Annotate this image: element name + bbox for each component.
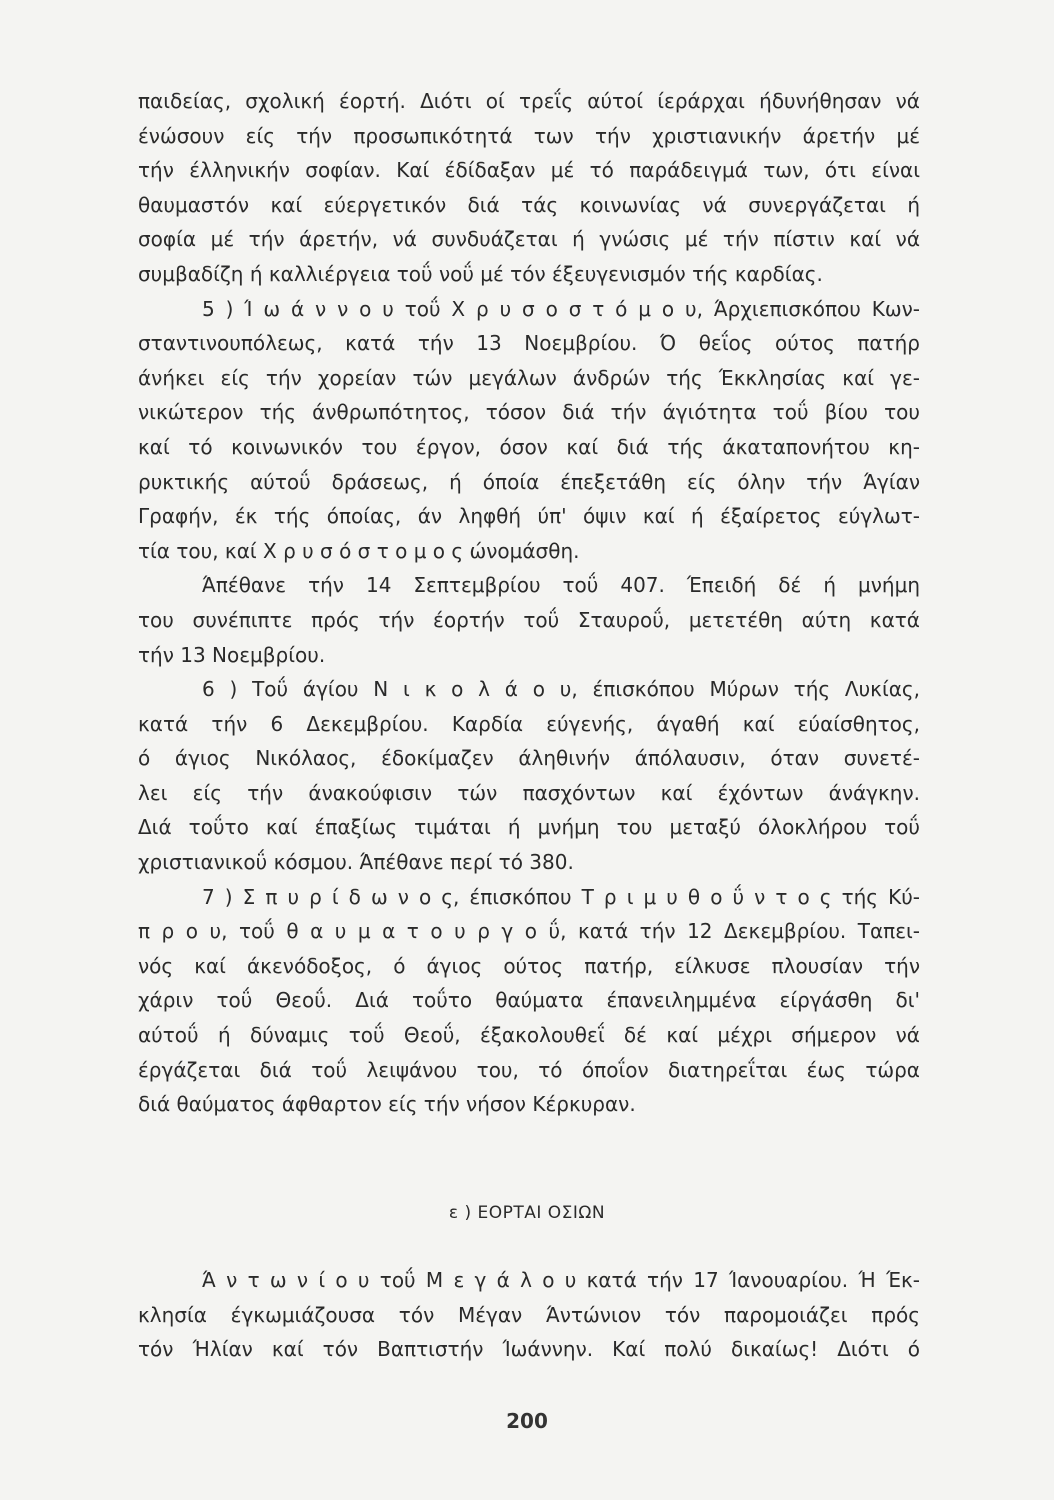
main-text-block <box>138 84 920 1122</box>
text-line: κλησία έγκωμιάζουσα τόν Μέγαν Άντώνιον τόν παρομοιάζει πρός <box>138 1302 920 1327</box>
text-line: του συνέπιπτε πρός τήν έορτήν τοΰ Σταυροΰ, μετετέθη αύτη κατά <box>138 607 920 632</box>
text-line: έργάζεται διά τοΰ λειψάνου του, τό όποΐον διατηρεΐται έως τώρα <box>138 1057 920 1082</box>
text-line: ρυκτικής αύτοΰ δράσεως, ή όποία έπεξετάθη είς όλην τήν Άγίαν <box>138 469 920 494</box>
text-line: συμβαδίζη ή καλλιέργεια τοΰ νοΰ μέ τόν έξευγενισμόν τής καρδίας. <box>138 261 823 286</box>
text-line: διά θαύματος άφθαρτον είς τήν νήσον Κέρκυραν. <box>138 1092 636 1117</box>
text-line: π ρ ο υ, τοΰ θ α υ μ α τ ο υ ρ γ ο ΰ, κατά τήν 12 Δεκεμβρίου. Ταπει- <box>138 919 920 944</box>
text-line: παιδείας, σχολική έορτή. Διότι οί τρεΐς αύτοί ίεράρχαι ήδυνήθησαν νά <box>138 89 920 113</box>
text-line: 6 ) Τοΰ άγίου Ν ι κ ο λ ά ο υ, έπισκόπου Μύρων τής Λυκίας, <box>202 677 920 702</box>
text-line: σοφία μέ τήν άρετήν, νά συνδυάζεται ή γνώσις μέ τήν πίστιν καί νά <box>138 227 920 252</box>
text-line: θαυμαστόν καί εύεργετικόν διά τάς κοινωνίας νά συνεργάζεται ή <box>138 192 920 217</box>
text-line: τήν 13 Νοεμβρίου. <box>138 642 326 667</box>
text-line: ένώσουν είς τήν προσωπικότητά των τήν χριστιανικήν άρετήν μέ <box>138 123 920 148</box>
page-number: 200 <box>506 1409 548 1433</box>
text-line: Γραφήν, έκ τής όποίας, άν ληφθή ύπ' όψιν καί ή έξαίρετος εύγλωτ- <box>138 504 920 529</box>
text-line: Ά ν τ ω ν ί ο υ τοΰ Μ ε γ ά λ ο υ κατά τήν 17 Ίανουαρίου. Ή Έκ- <box>202 1268 920 1292</box>
text-line: τία του, καί Χ ρ υ σ ό σ τ ο μ ο ς ώνομάσθη. <box>138 538 580 563</box>
text-line: σταντινουπόλεως, κατά τήν 13 Νοεμβρίου. Ό θεΐος ούτος πατήρ <box>138 331 920 356</box>
text-line: λει είς τήν άνακούφισιν τών πασχόντων καί έχόντων άνάγκην. <box>138 780 920 805</box>
text-line: 7 ) Σ π υ ρ ί δ ω ν ο ς, έπισκόπου Τ ρ ι μ υ θ ο ΰ ν τ ο ς τής Κύ- <box>202 884 920 909</box>
text-line: 5 ) Ί ω ά ν ν ο υ τοΰ Χ ρ υ σ ο σ τ ό μ ο υ, Άρχιεπισκόπου Κων- <box>202 296 920 321</box>
second-text-block <box>138 1263 920 1367</box>
text-line: νικώτερον τής άνθρωπότητος, τόσον διά τήν άγιότητα τοΰ βίου του <box>138 400 920 425</box>
text-line: χριστιανικοΰ κόσμου. Άπέθανε περί τό 380. <box>138 850 574 875</box>
text-line: καί τό κοινωνικόν του έργον, όσον καί διά τής άκαταπονήτου κη- <box>138 434 920 459</box>
text-line: αύτοΰ ή δύναμις τοΰ Θεοΰ, έξακολουθεΐ δέ καί μέχρι σήμερον νά <box>138 1023 920 1048</box>
text-line: άνήκει είς τήν χορείαν τών μεγάλων άνδρών τής Έκκλησίας καί γε- <box>138 365 920 390</box>
text-line: τόν Ήλίαν καί τόν Βαπτιστήν Ίωάννην. Καί πολύ δικαίως! Διότι ό <box>138 1337 920 1362</box>
text-line: κατά τήν 6 Δεκεμβρίου. Καρδία εύγενής, άγαθή καί εύαίσθητος, <box>138 711 920 736</box>
text-line: νός καί άκενόδοξος, ό άγιος ούτος πατήρ, είλκυσε πλουσίαν τήν <box>138 953 920 978</box>
text-line: ό άγιος Νικόλαος, έδοκίμαζεν άληθινήν άπόλαυσιν, όταν συνετέ- <box>138 746 920 771</box>
text-line: τήν έλληνικήν σοφίαν. Καί έδίδαξαν μέ τό παράδειγμά των, ότι είναι <box>138 158 920 183</box>
section-heading: ε ) ΕΟΡΤΑΙ ΟΣΙΩΝ <box>448 1203 606 1223</box>
text-line: χάριν τοΰ Θεοΰ. Διά τοΰτο θαύματα έπανειλημμένα είργάσθη δι' <box>138 988 920 1013</box>
text-line: Άπέθανε τήν 14 Σεπτεμβρίου τοΰ 407. Έπειδή δέ ή μνήμη <box>202 573 920 598</box>
text-line: Διά τοΰτο καί έπαξίως τιμάται ή μνήμη του μεταξύ όλοκλήρου τοΰ <box>138 815 920 840</box>
